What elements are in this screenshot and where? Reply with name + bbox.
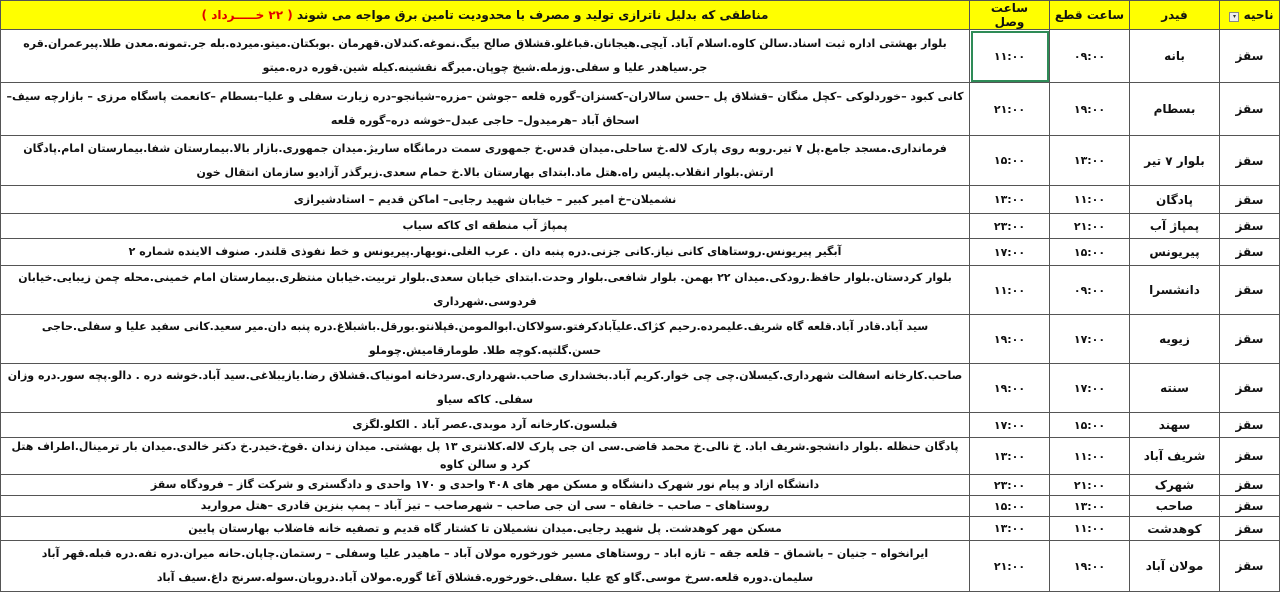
feeder-cell[interactable]: سهند <box>1130 413 1220 438</box>
region-header-label: ناحیه <box>1243 8 1274 22</box>
areas-cell[interactable]: کانی کبود –خوردلوکی –کچل منگان –قشلاق پل –حسن سالاران–کسنزان–گوره قلعه –جوشن –مزره–شیانجو–دره زیارت سفلی و علیا–بسطام –کانعمت پاسگاه مرزی – بازارچه سیف–اسحاق آباد –هرمیدول– حاجی عبدل–خوشه دره–گوره قلعه <box>1 83 970 136</box>
region-cell[interactable]: سقز <box>1220 475 1280 496</box>
feeder-cell[interactable]: بانه <box>1130 30 1220 83</box>
table-row <box>1 136 1280 186</box>
header-row <box>1 1 1280 30</box>
region-cell[interactable]: سقز <box>1220 413 1280 438</box>
table-row <box>1 438 1280 475</box>
table-row <box>1 239 1280 266</box>
feeder-cell[interactable]: کوهدشت <box>1130 517 1220 541</box>
areas-cell[interactable]: آبگیر پیریونس.روستاهای کانی نیاز.کانی جزنی.دره پنبه دان . عرب الغلی.نوبهار.پیریونس و خط نفوذی قلندر. صنوف الاینده شماره ۲ <box>1 239 970 266</box>
date-label: ( ۲۲ خـــــرداد ) <box>201 8 293 22</box>
feeder-cell[interactable]: پادگان <box>1130 186 1220 214</box>
connect-time-cell[interactable]: ۱۳:۰۰ <box>970 186 1050 214</box>
feeder-cell[interactable]: صاحب <box>1130 496 1220 517</box>
areas-cell[interactable]: نشمیلان–خ امیر کبیر – خیابان شهید رجایی– اماکن قدیم – استادشیرازی <box>1 186 970 214</box>
table-row <box>1 475 1280 496</box>
filter-dropdown-icon[interactable]: ▾ <box>1229 12 1239 22</box>
cut-time-cell[interactable]: ۰۹:۰۰ <box>1050 266 1130 315</box>
connect-time-cell[interactable]: ۲۳:۰۰ <box>970 475 1050 496</box>
connect-time-cell[interactable]: ۱۹:۰۰ <box>970 315 1050 364</box>
region-cell[interactable]: سقز <box>1220 438 1280 475</box>
col-header-cut-time: ساعت قطع <box>1050 1 1130 30</box>
cut-time-cell[interactable]: ۲۱:۰۰ <box>1050 475 1130 496</box>
table-row <box>1 214 1280 239</box>
areas-cell[interactable]: پادگان حنظله .بلوار دانشجو.شریف اباد. خ نالی.خ محمد قاضی.سی ان جی پارک لاله.کلانتری ۱۳ پل بهشتی. میدان زندان .قوخ.خیدر.خ دکتر خالدی.میدان بار ترمینال.اطراف هتل کرد و سالن کاوه <box>1 438 970 475</box>
cut-time-cell[interactable]: ۱۱:۰۰ <box>1050 438 1130 475</box>
cut-time-cell[interactable]: ۱۱:۰۰ <box>1050 186 1130 214</box>
cut-time-cell[interactable]: ۱۳:۰۰ <box>1050 496 1130 517</box>
table-row <box>1 30 1280 83</box>
region-cell[interactable]: سقز <box>1220 214 1280 239</box>
connect-time-cell[interactable]: ۱۱:۰۰ <box>970 30 1050 83</box>
feeder-cell[interactable]: پمپاژ آب <box>1130 214 1220 239</box>
feeder-cell[interactable]: سنته <box>1130 364 1220 413</box>
table-row <box>1 83 1280 136</box>
areas-title: مناطقی که بدلیل ناترازی تولید و مصرف با محدودیت تامین برق مواجه می شوند <box>296 8 769 22</box>
areas-cell[interactable]: فرمانداری.مسجد جامع.پل ۷ تیر.روبه روی پارک لاله.خ ساحلی.میدان قدس.خ جمهوری سمت درمانگاه ساریژ.میدان جمهوری.بازار بالا.بیمارستان شفا.بیمارستان امام.پادگان ارتش.بلوار انقلاب.پلیس راه.هتل ماد.ابتدای بهارستان بالا.خ حمام سعدی.زیرگذر آزادیو سازمان انتقال خون <box>1 136 970 186</box>
feeder-cell[interactable]: دانشسرا <box>1130 266 1220 315</box>
connect-time-cell[interactable]: ۲۳:۰۰ <box>970 214 1050 239</box>
areas-cell[interactable]: پمپاژ آب منطقه ای کاکه سیاب <box>1 214 970 239</box>
connect-time-cell[interactable]: ۱۵:۰۰ <box>970 496 1050 517</box>
region-cell[interactable]: سقز <box>1220 83 1280 136</box>
cut-time-cell[interactable]: ۱۵:۰۰ <box>1050 413 1130 438</box>
region-cell[interactable]: سقز <box>1220 186 1280 214</box>
connect-time-cell[interactable]: ۱۷:۰۰ <box>970 239 1050 266</box>
cut-time-cell[interactable]: ۰۹:۰۰ <box>1050 30 1130 83</box>
table-row <box>1 517 1280 541</box>
feeder-cell[interactable]: بلوار ۷ تیر <box>1130 136 1220 186</box>
cut-time-cell[interactable]: ۱۷:۰۰ <box>1050 315 1130 364</box>
areas-cell[interactable]: مسکن مهر کوهدشت. پل شهید رجایی.میدان نشمیلان تا کشتار گاه قدیم و تصفیه خانه فاضلاب بهارستان پایین <box>1 517 970 541</box>
areas-cell[interactable]: صاحب.کارخانه اسفالت شهرداری.کیسلان.چی چی خوار.کریم آباد.بخشداری صاحب.شهرداری.سردخانه امونیاک.قشلاق رضا.یازیبلاغی.سید آباد.خوشه دره . دالو.پچه سور.دره وزان سفلی. کاکه سیاو <box>1 364 970 413</box>
connect-time-cell[interactable]: ۱۱:۰۰ <box>970 266 1050 315</box>
feeder-cell[interactable]: پیریونس <box>1130 239 1220 266</box>
cut-time-cell[interactable]: ۱۹:۰۰ <box>1050 83 1130 136</box>
cut-time-cell[interactable]: ۱۵:۰۰ <box>1050 239 1130 266</box>
region-cell[interactable]: سقز <box>1220 496 1280 517</box>
table-row <box>1 186 1280 214</box>
connect-time-cell[interactable]: ۱۷:۰۰ <box>970 413 1050 438</box>
areas-cell[interactable]: سید آباد.قادر آباد.قلعه گاه شریف.علیمرده.رحیم کژاک.علیآبادکرفتو.سولاکان.ابوالمومن.قپلانتو.بورقل.باشبلاغ.دره پنبه دان.میر سعید.کانی سفید علیا و سفلی.حاجی حسن.گلتپه.کوچه طلا. طومارقامیش.چوملو <box>1 315 970 364</box>
connect-time-cell[interactable]: ۱۵:۰۰ <box>970 136 1050 186</box>
areas-cell[interactable]: ایرانخواه – جنیان – باشماق – قلعه جقه – تازه اباد – روستاهای مسیر خورخوره مولان آباد – ماهیدر علیا وسفلی – رستمان.چاپان.حانه میران.دره تفه.دره قبله.قهر آباد سلیمان.دوره قلعه.سرخ موسی.گاو کچ علیا .سفلی.خورخوره.قشلاق آغا گوره.مولان آباد.دروبان.سوله.سرنج داغ.سیف آباد <box>1 541 970 592</box>
table-row <box>1 413 1280 438</box>
feeder-cell[interactable]: بسطام <box>1130 83 1220 136</box>
table-row <box>1 541 1280 592</box>
feeder-cell[interactable]: شهرک <box>1130 475 1220 496</box>
region-cell[interactable]: سقز <box>1220 364 1280 413</box>
connect-time-cell[interactable]: ۱۳:۰۰ <box>970 517 1050 541</box>
connect-time-cell[interactable]: ۱۳:۰۰ <box>970 438 1050 475</box>
col-header-areas <box>1 1 970 30</box>
table-row <box>1 364 1280 413</box>
feeder-cell[interactable]: مولان آباد <box>1130 541 1220 592</box>
col-header-connect-time: ساعت وصل <box>970 1 1050 30</box>
region-cell[interactable]: سقز <box>1220 541 1280 592</box>
region-cell[interactable]: سقز <box>1220 239 1280 266</box>
areas-cell[interactable]: بلوار کردستان.بلوار حافظ.رودکی.میدان ۲۲ بهمن. بلوار شافعی.بلوار وحدت.ابتدای خیابان سعدی.بلوار تربیت.خیابان منتظری.بیمارستان امام خمینی.محله چمن زیبایی.خیابان فردوسی.شهرداری <box>1 266 970 315</box>
region-cell[interactable]: سقز <box>1220 30 1280 83</box>
cut-time-cell[interactable]: ۱۷:۰۰ <box>1050 364 1130 413</box>
cut-time-cell[interactable]: ۲۱:۰۰ <box>1050 214 1130 239</box>
cut-time-cell[interactable]: ۱۳:۰۰ <box>1050 136 1130 186</box>
feeder-cell[interactable]: شریف آباد <box>1130 438 1220 475</box>
areas-cell[interactable]: دانشگاه ازاد و پیام نور شهرک دانشگاه و مسکن مهر های ۴۰۸ واحدی و ۱۷۰ واحدی و دادگستری و شرکت گاز – فرودگاه سقز <box>1 475 970 496</box>
cut-time-cell[interactable]: ۱۱:۰۰ <box>1050 517 1130 541</box>
connect-time-cell[interactable]: ۲۱:۰۰ <box>970 83 1050 136</box>
table-row <box>1 496 1280 517</box>
connect-time-cell[interactable]: ۱۹:۰۰ <box>970 364 1050 413</box>
areas-cell[interactable]: قبلسون.کارخانه آرد موبدی.عصر آباد . الکلو.لگزی <box>1 413 970 438</box>
areas-cell[interactable]: بلوار بهشتی اداره ثبت اسناد.سالن کاوه.اسلام آباد. آیچی.هیجانان.قباغلو.قشلاق صالح بیگ.نموغه.کندلان.قهرمان .بوبکتان.میتو.میرده.بله جر.تمونه.معدن طلا.پیرعمران.قره جر.سیاهدر علیا و سفلی.وزمله.شیخ چوپان.میرگه نقشینه.کیله شین.قوره دره.میتو <box>1 30 970 83</box>
region-cell[interactable]: سقز <box>1220 136 1280 186</box>
region-cell[interactable]: سقز <box>1220 266 1280 315</box>
areas-cell[interactable]: روستاهای – صاحب – خانقاه – سی ان جی صاحب – شهرصاحب – تیز آباد – پمپ بنزین قادری –هتل مروارید <box>1 496 970 517</box>
region-cell[interactable]: سقز <box>1220 315 1280 364</box>
col-header-feeder: فیدر <box>1130 1 1220 30</box>
region-cell[interactable]: سقز <box>1220 517 1280 541</box>
cut-time-cell[interactable]: ۱۹:۰۰ <box>1050 541 1130 592</box>
feeder-cell[interactable]: زیویه <box>1130 315 1220 364</box>
connect-time-cell[interactable]: ۲۱:۰۰ <box>970 541 1050 592</box>
table-row <box>1 266 1280 315</box>
table-row <box>1 315 1280 364</box>
col-header-region[interactable] <box>1220 1 1280 30</box>
